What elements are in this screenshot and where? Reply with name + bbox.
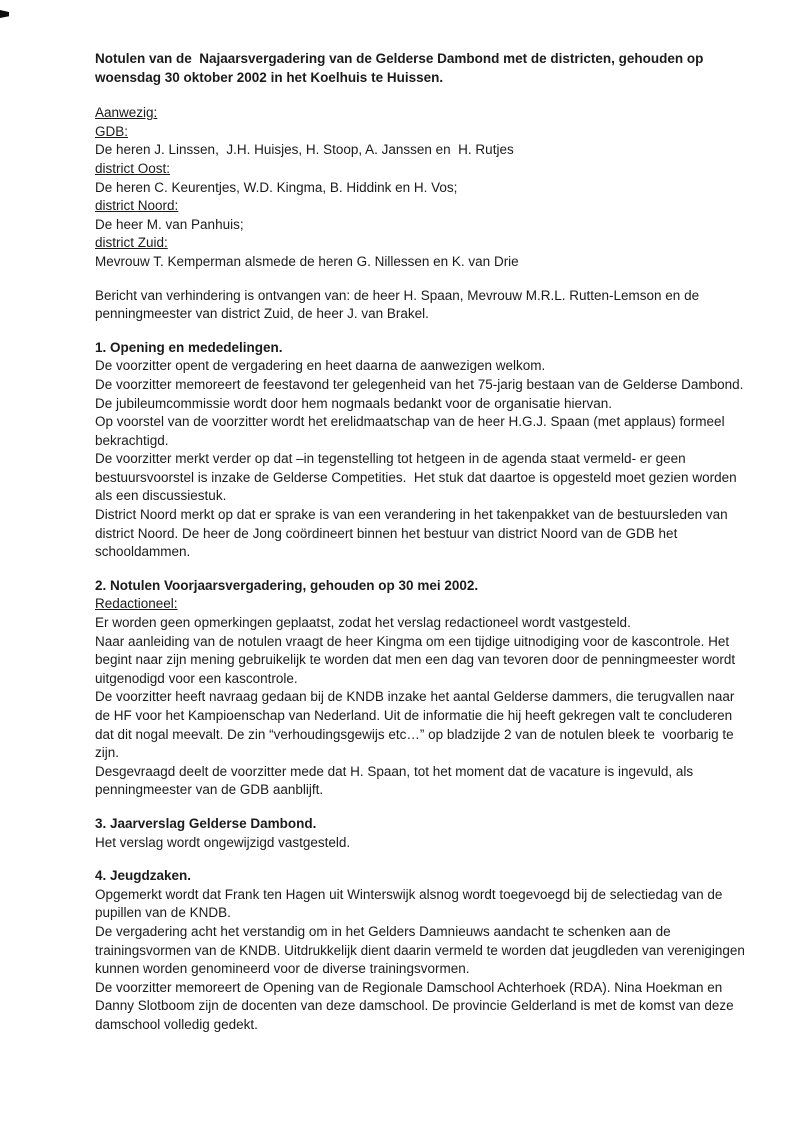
absence-note: Bericht van verhindering is ontvangen van: de heer H. Spaan, Mevrouw M.R.L. Rutten-Lemson en de penningmeester van district Zuid, de heer J. van Brakel. <box>95 287 703 322</box>
paragraph: De voorzitter opent de vergadering en heet daarna de aanwezigen welkom. <box>95 358 546 374</box>
attendance-group-label: district Oost: <box>95 160 171 176</box>
attendance-group-label: GDB: <box>95 123 129 139</box>
section-jaarverslag <box>95 815 745 852</box>
attendance-group-names: Mevrouw T. Kemperman alsmede de heren G. Nillessen en K. van Drie <box>95 253 519 269</box>
paragraph: De voorzitter merkt verder op dat –in tegenstelling tot hetgeen in de agenda staat vermeld- er geen bestuursvoorstel is inzake de Gelderse Competities. Het stuk dat daartoe is opgesteld moet gezien worden als een discussiestuk. <box>95 451 741 504</box>
attendance-group-label: district Noord: <box>95 198 179 214</box>
attendance-group-label: district Zuid: <box>95 235 168 251</box>
attendance-section <box>95 104 745 271</box>
section-heading: 4. Jeugdzaken. <box>95 868 192 884</box>
paragraph: De voorzitter heeft navraag gedaan bij de KNDB inzake het aantal Gelderse dammers, die terugvallen naar de HF voor het Kampioenschap van Nederland. Uit de informatie die hij heeft gekregen valt te concluderen dat dit nogal meevalt. De zin “verhoudingsgewijs etc…” op bladzijde 2 van de notulen bleek te voorbarig te zijn. <box>95 689 739 761</box>
paragraph: Desgevraagd deelt de voorzitter mede dat H. Spaan, tot het moment dat de vacature is ingevuld, als penningmeester van de GDB aanblijft. <box>95 763 697 798</box>
section-subheading: Redactioneel: <box>95 596 178 612</box>
paragraph: Er worden geen opmerkingen geplaatst, zodat het verslag redactioneel wordt vastgesteld. <box>95 615 631 631</box>
attendance-heading: Aanwezig: <box>95 105 158 121</box>
section-jeugdzaken <box>95 867 749 1034</box>
paragraph: De voorzitter memoreert de Opening van de Regionale Damschool Achterhoek (RDA). Nina Hoekman en Danny Slotboom zijn de docenten van deze damschool. De provincie Gelderland is met de komst van deze damschool volledig gedekt. <box>95 979 738 1032</box>
section-heading: 1. Opening en mededelingen. <box>95 339 283 355</box>
section-opening <box>95 339 748 562</box>
attendance-group-names: De heer M. van Panhuis; <box>95 216 244 232</box>
paragraph: Opgemerkt wordt dat Frank ten Hagen uit Winterswijk alsnog wordt toegevoegd bij de selectiedag van de pupillen van de KNDB. <box>95 886 727 921</box>
paragraph: De vergadering acht het verstandig om in het Gelders Damnieuws aandacht te schenken aan de trainingsvormen van de KNDB. Uitdrukkelijk dient daarin vermeld te worden dat jeugdleden van verenigingen kunnen worden genomineerd voor de diverse trainingsvormen. <box>95 923 749 977</box>
paragraph: Het verslag wordt ongewijzigd vastgesteld. <box>95 834 351 850</box>
section-heading: 2. Notulen Voorjaarsvergadering, gehouden op 30 mei 2002. <box>95 577 479 593</box>
paragraph: District Noord merkt op dat er sprake is van een verandering in het takenpakket van de bestuursleden van district Noord. De heer de Jong coördineert binnen het bestuur van district Noord van de GDB het schooldammen. <box>95 507 732 560</box>
attendance-group-names: De heren C. Keurentjes, W.D. Kingma, B. Hiddink en H. Vos; <box>95 179 458 195</box>
section-heading: 3. Jaarverslag Gelderse Dambond. <box>95 815 317 831</box>
document-title: Notulen van de Najaarsvergadering van de Gelderse Dambond met de districten, gehouden op woensdag 30 oktober 2002 in het Koelhuis te Huissen. <box>95 51 708 85</box>
paragraph: Naar aanleiding van de notulen vraagt de heer Kingma om een tijdige uitnodiging voor de kascontrole. Het begint naar zijn mening gebruikelijk te worden dat men een dag van tevoren door de penningmeester wordt uitgenodigd voor een kascontrole. <box>95 633 739 686</box>
attendance-group-names: De heren J. Linssen, J.H. Huisjes, H. Stoop, A. Janssen en H. Rutjes <box>95 142 514 158</box>
paragraph: Op voorstel van de voorzitter wordt het erelidmaatschap van de heer H.G.J. Spaan (met applaus) formeel bekrachtigd. <box>95 414 729 448</box>
section-notulen-voorjaarsvergadering <box>95 577 745 800</box>
paragraph: De voorzitter memoreert de feestavond ter gelegenheid van het 75-jarig bestaan van de Gelderse Dambond. De jubileumcommissie wordt door hem nogmaals bedankt voor de organisatie hiervan. <box>95 376 748 411</box>
